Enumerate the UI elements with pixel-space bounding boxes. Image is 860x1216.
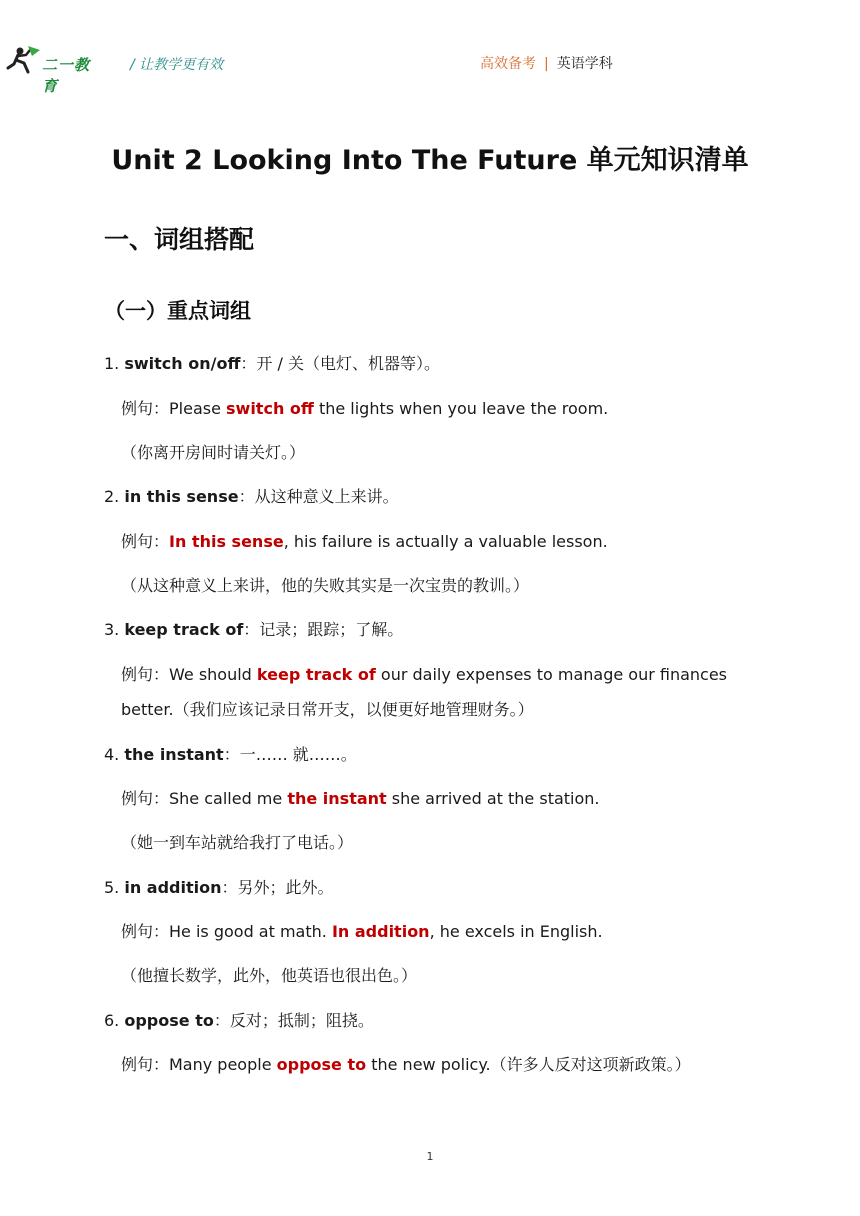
example-sentence <box>121 786 600 809</box>
phrase-meaning: ：另外；此外。 <box>221 878 334 897</box>
example-prefix: 例句：He is good at math. <box>121 922 332 941</box>
example-prefix: 例句：Please <box>121 399 227 418</box>
highlighted-phrase: oppose to <box>276 1055 367 1074</box>
subsection-heading: （一）重点词组 <box>104 299 251 323</box>
item-number: 6. <box>104 1011 125 1030</box>
example-suffix: she arrived at the station. <box>386 789 600 808</box>
example-sentence <box>121 1052 691 1075</box>
runner-logo-icon <box>4 44 44 78</box>
page-header <box>0 44 860 95</box>
translation: （从这种意义上来讲，他的失败其实是一次宝贵的教训。） <box>121 576 530 595</box>
example-suffix: , he excels in English. <box>429 922 603 941</box>
phrase-term: in addition <box>124 878 222 897</box>
phrase-meaning: ：开 / 关（电灯、机器等）。 <box>240 354 440 373</box>
phrase-term: switch on/off <box>124 354 241 373</box>
highlighted-phrase: In addition <box>331 922 430 941</box>
phrase-term: keep track of <box>124 620 244 639</box>
example-suffix: the lights when you leave the room. <box>313 399 609 418</box>
highlighted-phrase: switch off <box>226 399 314 418</box>
logo-text: 二一教育 <box>42 56 91 95</box>
item-number: 2. <box>104 487 125 506</box>
example-prefix: 例句：We should <box>121 665 257 684</box>
phrase-term: the instant <box>124 745 224 764</box>
example-suffix: , his failure is actually a valuable lesson. <box>283 532 608 551</box>
slogan: / 让教学更有效 <box>130 57 224 73</box>
phrase-meaning: ：反对；抵制；阻挠。 <box>213 1011 374 1030</box>
header-separator: | <box>544 56 549 72</box>
highlighted-phrase: the instant <box>287 789 387 808</box>
example-sentence <box>121 529 608 552</box>
example-sentence <box>121 662 727 685</box>
item-number: 3. <box>104 620 125 639</box>
phrase-meaning: ：从这种意义上来讲。 <box>238 487 399 506</box>
header-label-subject: 英语学科 <box>556 56 613 72</box>
section-heading: 一、词组搭配 <box>104 225 255 254</box>
item-number: 4. <box>104 745 125 764</box>
phrase-term: in this sense <box>124 487 239 506</box>
example-prefix: 例句：Many people <box>121 1055 277 1074</box>
item-number: 1. <box>104 354 125 373</box>
example-sentence <box>121 919 603 942</box>
example-suffix: the new policy.（许多人反对这项新政策。） <box>366 1055 691 1074</box>
header-label-prep: 高效备考 <box>480 56 536 72</box>
logo <box>4 44 104 95</box>
item-number: 5. <box>104 878 125 897</box>
example-suffix: our daily expenses to manage our finances <box>375 665 728 684</box>
list-item <box>104 617 403 640</box>
highlighted-phrase: keep track of <box>256 665 376 684</box>
translation: （她一到车站就给我打了电话。） <box>121 833 354 852</box>
example-prefix: 例句： <box>121 532 170 551</box>
page-number: 1 <box>426 1150 434 1163</box>
list-item <box>104 1008 374 1031</box>
phrase-meaning: ：一…… 就……。 <box>223 745 357 764</box>
list-item <box>104 351 440 374</box>
header-right <box>480 53 613 73</box>
list-item <box>104 484 399 507</box>
highlighted-phrase: In this sense <box>169 532 284 551</box>
translation: （他擅长数学，此外，他英语也很出色。） <box>121 966 418 985</box>
translation: better.（我们应该记录日常开支，以便更好地管理财务。） <box>121 700 534 719</box>
page-title: Unit 2 Looking Into The Future 单元知识清单 <box>111 145 749 176</box>
phrase-meaning: ：记录；跟踪；了解。 <box>243 620 404 639</box>
translation: （你离开房间时请关灯。） <box>121 443 306 462</box>
phrase-term: oppose to <box>124 1011 214 1030</box>
example-sentence <box>121 396 608 419</box>
list-item <box>104 742 357 765</box>
example-prefix: 例句：She called me <box>121 789 288 808</box>
list-item <box>104 875 334 898</box>
